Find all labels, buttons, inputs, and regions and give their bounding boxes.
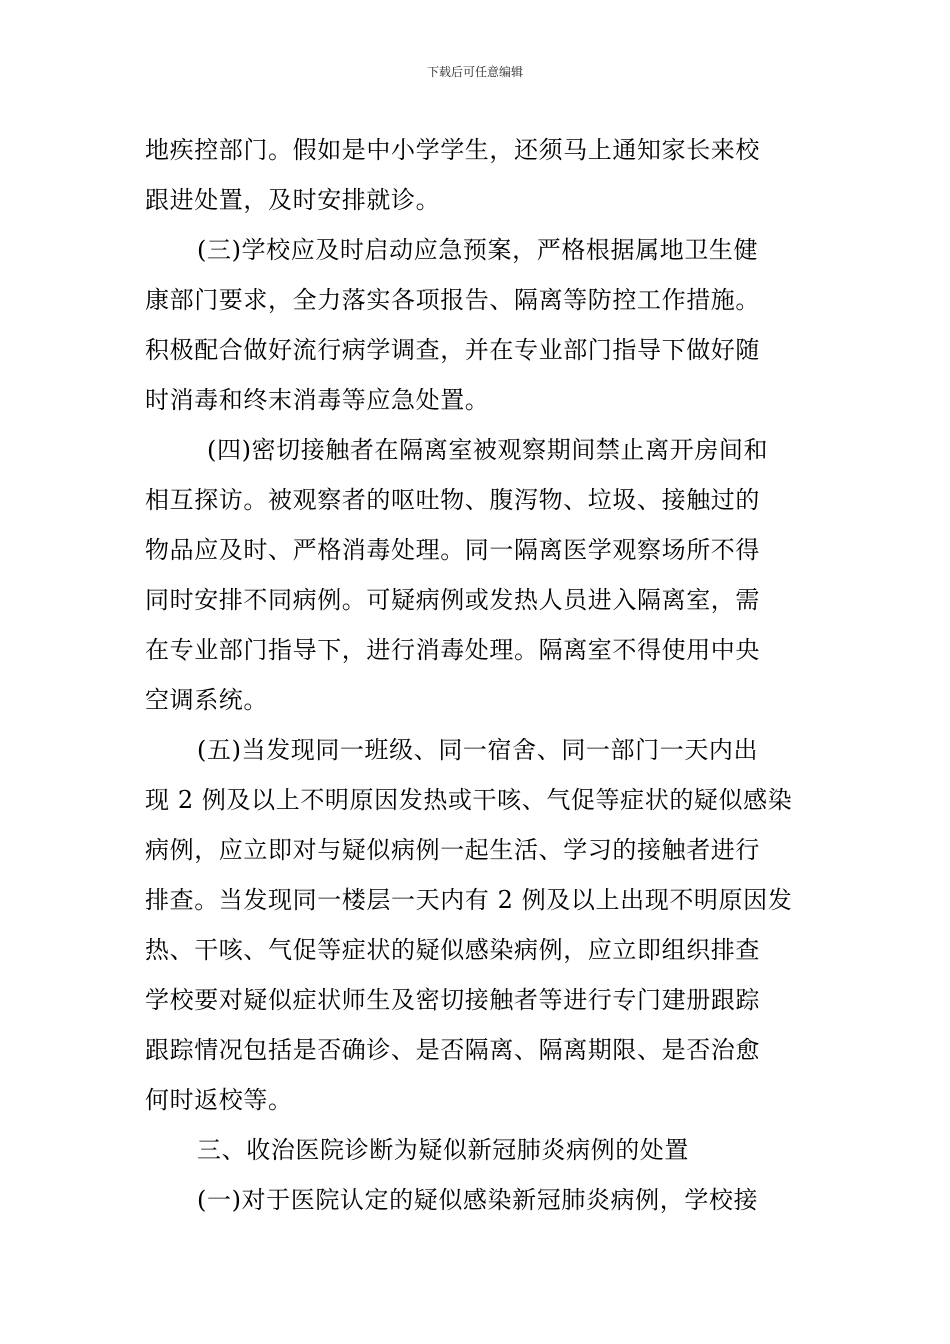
text-line-13: (五)当发现同一班级、同一宿舍、同一部门一天内出 <box>197 736 759 764</box>
text-line-16: 排查。当发现同一楼层一天内有 2 例及以上出现不明原因发 <box>145 886 793 914</box>
text-line-7: (四)密切接触者在隔离室被观察期间禁止离开房间和 <box>207 436 769 464</box>
page-header: 下载后可任意编辑 <box>426 65 523 79</box>
text-line-10: 同时安排不同病例。可疑病例或发热人员进入隔离室，需 <box>145 586 760 614</box>
section-heading: 三、收治医院诊断为疑似新冠肺炎病例的处置 <box>197 1136 689 1164</box>
text-line-22: (一)对于医院认定的疑似感染新冠肺炎病例，学校接 <box>197 1186 759 1214</box>
text-line-18: 学校要对疑似症状师生及密切接触者等进行专门建册跟踪 <box>145 986 760 1014</box>
text-line-2: 跟进处置，及时安排就诊。 <box>145 186 441 214</box>
text-line-8: 相互探访。被观察者的呕吐物、腹泻物、垃圾、接触过的 <box>145 486 760 514</box>
text-line-3: (三)学校应及时启动应急预案，严格根据属地卫生健 <box>197 236 759 264</box>
text-line-6: 时消毒和终末消毒等应急处置。 <box>145 386 490 414</box>
text-line-5: 积极配合做好流行病学调查，并在专业部门指导下做好随 <box>145 336 760 364</box>
text-line-4: 康部门要求，全力落实各项报告、隔离等防控工作措施。 <box>145 286 760 314</box>
text-line-14: 现 2 例及以上不明原因发热或干咳、气促等症状的疑似感染 <box>145 786 793 814</box>
text-line-1: 地疾控部门。假如是中小学学生，还须马上通知家长来校 <box>145 136 760 164</box>
text-line-19: 跟踪情况包括是否确诊、是否隔离、隔离期限、是否治愈 <box>145 1036 760 1064</box>
text-line-9: 物品应及时、严格消毒处理。同一隔离医学观察场所不得 <box>145 536 760 564</box>
text-line-11: 在专业部门指导下，进行消毒处理。隔离室不得使用中央 <box>145 636 760 664</box>
text-line-12: 空调系统。 <box>145 686 268 714</box>
text-line-20: 何时返校等。 <box>145 1086 293 1114</box>
text-line-17: 热、干咳、气促等症状的疑似感染病例，应立即组织排查 <box>145 936 760 964</box>
text-line-15: 病例，应立即对与疑似病例一起生活、学习的接触者进行 <box>145 836 760 864</box>
